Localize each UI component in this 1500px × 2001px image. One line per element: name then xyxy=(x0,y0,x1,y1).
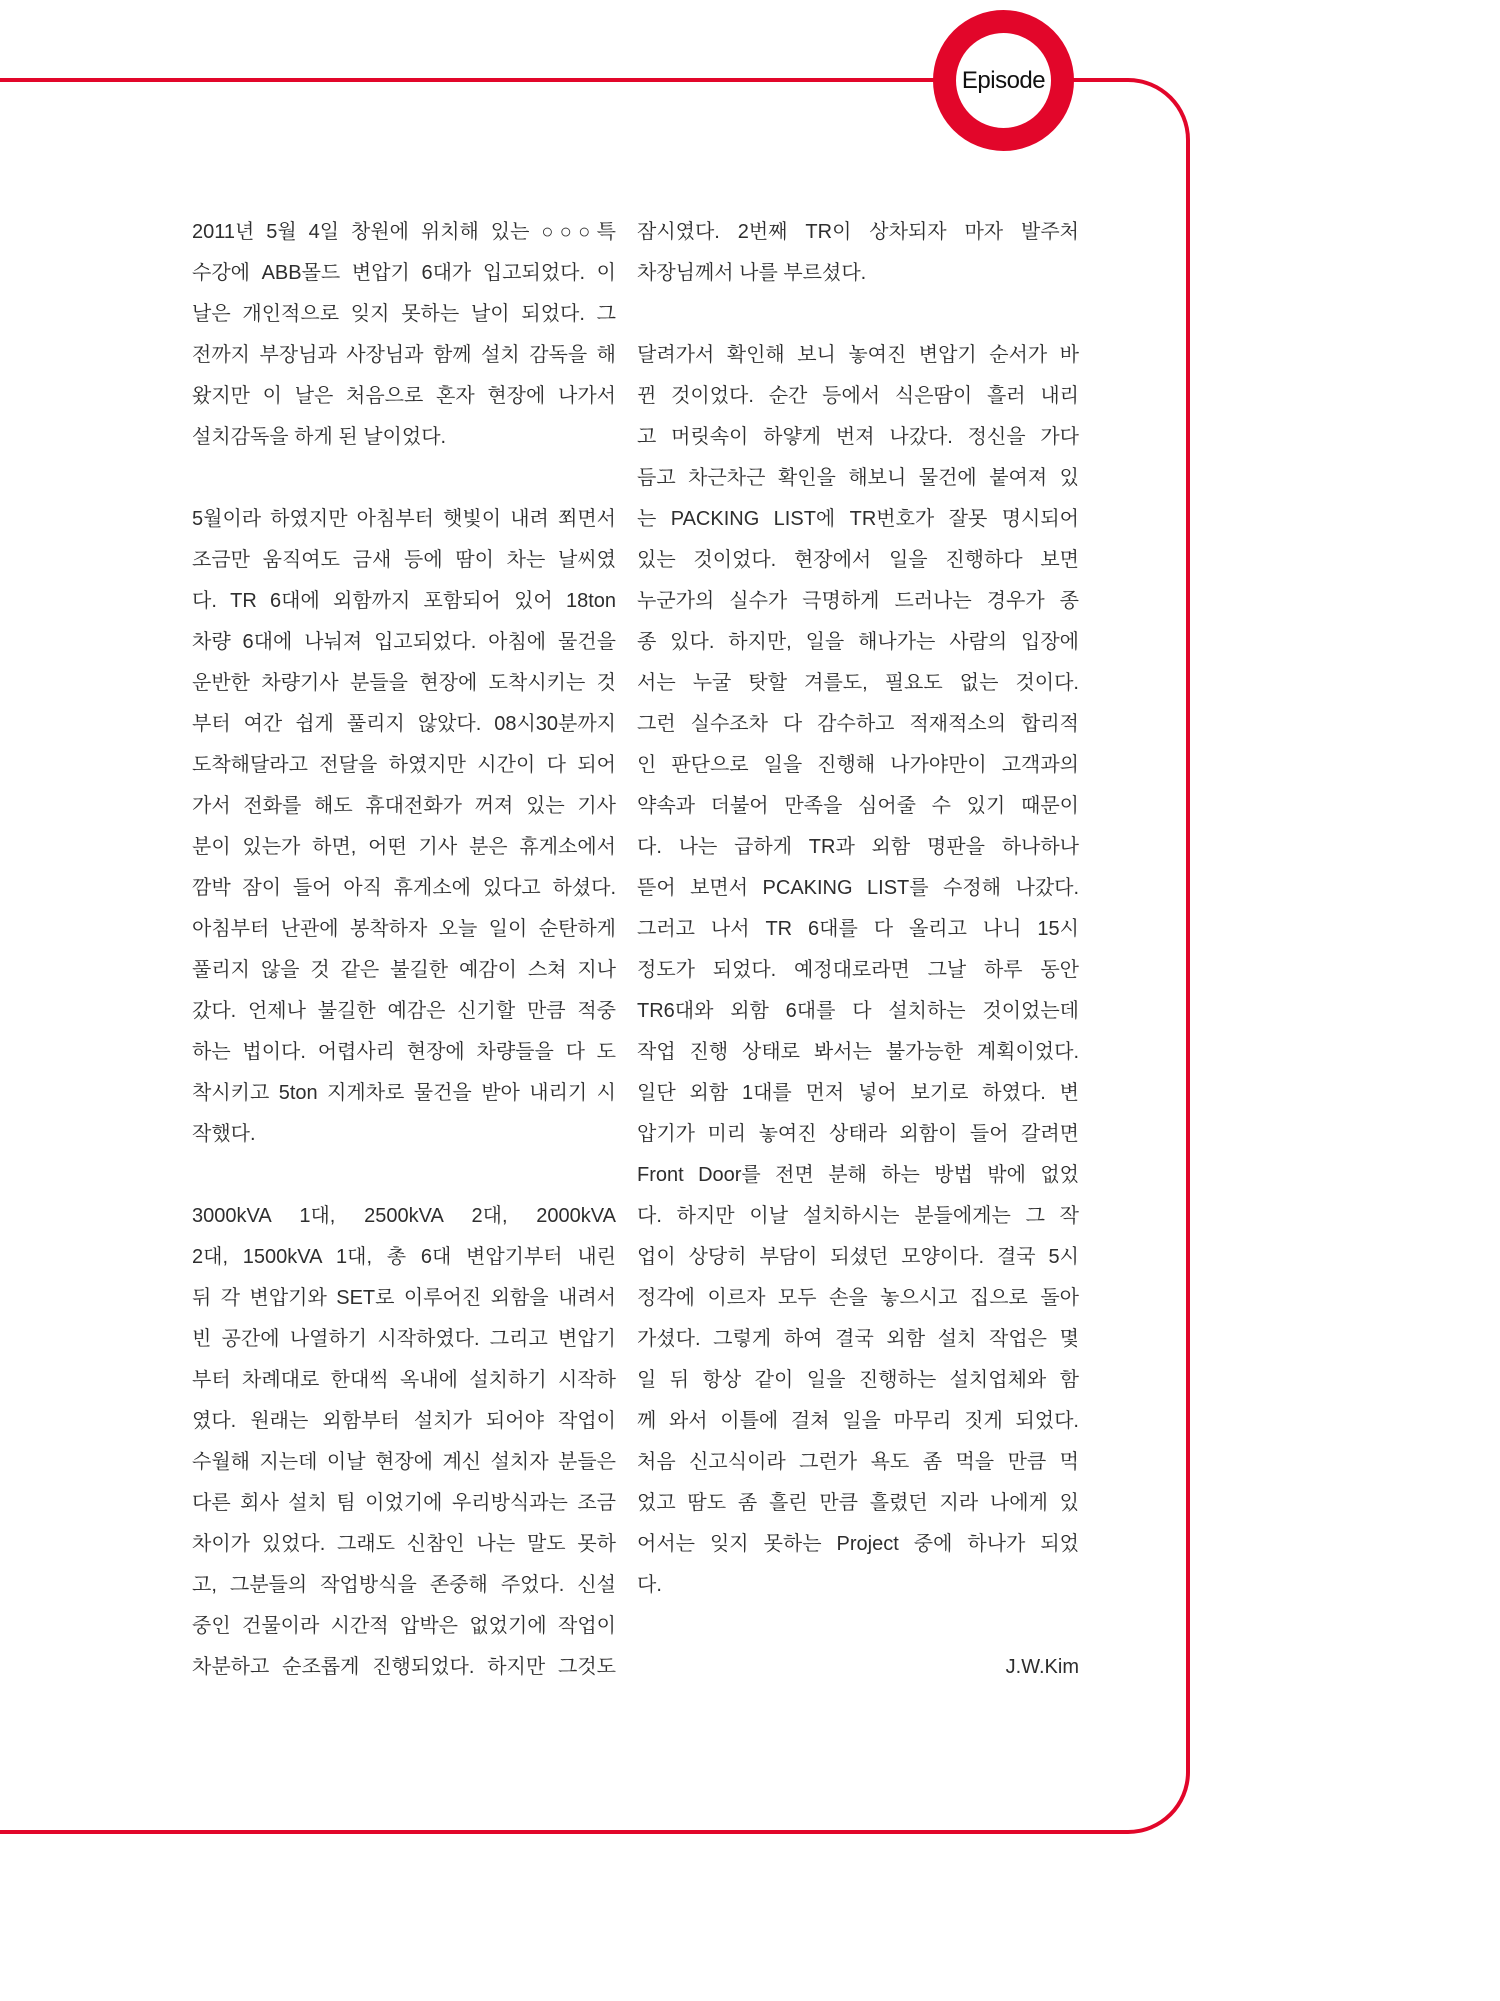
text-line: 업이 상당히 부담이 되셨던 모양이다. 결국 5시 xyxy=(637,1246,1079,1268)
text-column-right xyxy=(637,212,1079,1688)
text-line: 차장님께서 나를 부르셨다. xyxy=(637,262,867,284)
text-line: 정각에 이르자 모두 손을 놓으시고 집으로 돌아 xyxy=(637,1287,1079,1309)
text-line: 날은 개인적으로 잊지 못하는 날이 되었다. 그 xyxy=(192,303,616,325)
paragraph xyxy=(637,212,1079,294)
text-line: 누군가의 실수가 극명하게 드러나는 경우가 종 xyxy=(637,590,1079,612)
text-line: 있는 것이었다. 현장에서 일을 진행하다 보면 xyxy=(637,549,1079,571)
text-line: 달려가서 확인해 보니 놓여진 변압기 순서가 바 xyxy=(637,344,1079,366)
text-line: 2011년 5월 4일 창원에 위치해 있는 ○○○특 xyxy=(192,221,616,243)
text-line: 전까지 부장님과 사장님과 함께 설치 감독을 해 xyxy=(192,344,616,366)
text-line: 종 있다. 하지만, 일을 해나가는 사람의 입장에 xyxy=(637,631,1079,653)
text-line: 깜박 잠이 들어 아직 휴게소에 있다고 하셨다. xyxy=(192,877,616,899)
text-line: 인 판단으로 일을 진행해 나가야만이 고객과의 xyxy=(637,754,1079,776)
text-line: 풀리지 않을 것 같은 불길한 예감이 스쳐 지나 xyxy=(192,959,616,981)
text-line: 께 와서 이틀에 걸쳐 일을 마무리 짓게 되었다. xyxy=(637,1410,1079,1432)
paragraph xyxy=(192,212,616,458)
text-line: 차량 6대에 나눠져 입고되었다. 아침에 물건을 xyxy=(192,631,616,653)
text-line: 정도가 되었다. 예정대로라면 그날 하루 동안 xyxy=(637,959,1079,981)
text-line: 하는 법이다. 어렵사리 현장에 차량들을 다 도 xyxy=(192,1041,616,1063)
text-line: 다. xyxy=(637,1574,662,1596)
text-line: 압기가 미리 놓여진 상태라 외함이 들어 갈려면 xyxy=(637,1123,1079,1145)
paragraph xyxy=(637,335,1079,1606)
text-line: 수강에 ABB몰드 변압기 6대가 입고되었다. 이 xyxy=(192,262,616,284)
text-line: 다. 하지만 이날 설치하시는 분들에게는 그 작 xyxy=(637,1205,1079,1227)
text-line: 차분하고 순조롭게 진행되었다. 하지만 그것도 xyxy=(192,1656,616,1678)
episode-badge xyxy=(933,10,1074,151)
paragraph xyxy=(192,1196,616,1688)
text-line: 일 뒤 항상 같이 일을 진행하는 설치업체와 함 xyxy=(637,1369,1079,1391)
text-line: 었고 땀도 좀 흘린 만큼 흘렸던 지라 나에게 있 xyxy=(637,1492,1079,1514)
text-line: Front Door를 전면 분해 하는 방법 밖에 없었 xyxy=(637,1164,1079,1186)
text-line: 5월이라 하였지만 아침부터 햇빛이 내려 쬐면서 xyxy=(192,508,616,530)
text-line: 그런 실수조차 다 감수하고 적재적소의 합리적 xyxy=(637,713,1079,735)
text-line: 듬고 차근차근 확인을 해보니 물건에 붙여져 있 xyxy=(637,467,1079,489)
text-line: 다. TR 6대에 외함까지 포함되어 있어 18ton xyxy=(192,590,616,612)
text-line: 도착해달라고 전달을 하였지만 시간이 다 되어 xyxy=(192,754,616,776)
text-line: 운반한 차량기사 분들을 현장에 도착시키는 것 xyxy=(192,672,616,694)
text-line: 그러고 나서 TR 6대를 다 올리고 나니 15시 xyxy=(637,918,1079,940)
text-line: 뀐 것이었다. 순간 등에서 식은땀이 흘러 내리 xyxy=(637,385,1079,407)
text-line: 다. 나는 급하게 TR과 외함 명판을 하나하나 xyxy=(637,836,1079,858)
text-line: 뜯어 보면서 PCAKING LIST를 수정해 나갔다. xyxy=(637,877,1079,899)
text-line: 뒤 각 변압기와 SET로 이루어진 외함을 내려서 xyxy=(192,1287,616,1309)
text-line: 가서 전화를 해도 휴대전화가 꺼져 있는 기사 xyxy=(192,795,616,817)
text-line: 갔다. 언제나 불길한 예감은 신기할 만큼 적중 xyxy=(192,1000,616,1022)
text-line: 였다. 원래는 외함부터 설치가 되어야 작업이 xyxy=(192,1410,616,1432)
text-line: 고 머릿속이 하얗게 번져 나갔다. 정신을 가다 xyxy=(637,426,1079,448)
text-line: 서는 누굴 탓할 겨를도, 필요도 없는 것이다. xyxy=(637,672,1079,694)
paragraph xyxy=(192,499,616,1155)
text-line: 수월해 지는데 이날 현장에 계신 설치자 분들은 xyxy=(192,1451,616,1473)
text-line: 2대, 1500kVA 1대, 총 6대 변압기부터 내린 xyxy=(192,1246,616,1268)
text-line: 가셨다. 그렇게 하여 결국 외함 설치 작업은 몇 xyxy=(637,1328,1079,1350)
text-line: 부터 여간 쉽게 풀리지 않았다. 08시30분까지 xyxy=(192,713,616,735)
text-line: 일단 외함 1대를 먼저 넣어 보기로 하였다. 변 xyxy=(637,1082,1079,1104)
text-line: 작업 진행 상태로 봐서는 불가능한 계획이었다. xyxy=(637,1041,1079,1063)
text-line: 잠시였다. 2번째 TR이 상차되자 마자 발주처 xyxy=(637,221,1079,243)
text-line: 고, 그분들의 작업방식을 존중해 주었다. 신설 xyxy=(192,1574,616,1596)
text-line: 왔지만 이 날은 처음으로 혼자 현장에 나가서 xyxy=(192,385,616,407)
text-line: 조금만 움직여도 금새 등에 땀이 차는 날씨였 xyxy=(192,549,616,571)
text-line: 분이 있는가 하면, 어떤 기사 분은 휴게소에서 xyxy=(192,836,616,858)
text-line: 빈 공간에 나열하기 시작하였다. 그리고 변압기 xyxy=(192,1328,616,1350)
text-line: 중인 건물이라 시간적 압박은 없었기에 작업이 xyxy=(192,1615,616,1637)
text-line: 부터 차례대로 한대씩 옥내에 설치하기 시작하 xyxy=(192,1369,616,1391)
text-line: 설치감독을 하게 된 날이었다. xyxy=(192,426,447,448)
episode-badge-label: Episode xyxy=(961,66,1046,94)
text-line: 처음 신고식이라 그런가 욕도 좀 먹을 만큼 먹 xyxy=(637,1451,1079,1473)
text-line: 3000kVA 1대, 2500kVA 2대, 2000kVA xyxy=(192,1205,616,1227)
text-line: 차이가 있었다. 그래도 신참인 나는 말도 못하 xyxy=(192,1533,616,1555)
text-line: 작했다. xyxy=(192,1123,256,1145)
text-line: 착시키고 5ton 지게차로 물건을 받아 내리기 시 xyxy=(192,1082,616,1104)
text-line: 다른 회사 설치 팀 이었기에 우리방식과는 조금 xyxy=(192,1492,616,1514)
text-line: 아침부터 난관에 봉착하자 오늘 일이 순탄하게 xyxy=(192,918,616,940)
text-line: 약속과 더불어 만족을 심어줄 수 있기 때문이 xyxy=(637,795,1079,817)
text-line: 어서는 잊지 못하는 Project 중에 하나가 되었 xyxy=(637,1533,1079,1555)
author-signature: J.W.Kim xyxy=(1005,1656,1079,1678)
text-line: TR6대와 외함 6대를 다 설치하는 것이었는데 xyxy=(637,1000,1079,1022)
text-column-left xyxy=(192,212,616,1729)
text-line: 는 PACKING LIST에 TR번호가 잘못 명시되어 xyxy=(637,508,1079,530)
